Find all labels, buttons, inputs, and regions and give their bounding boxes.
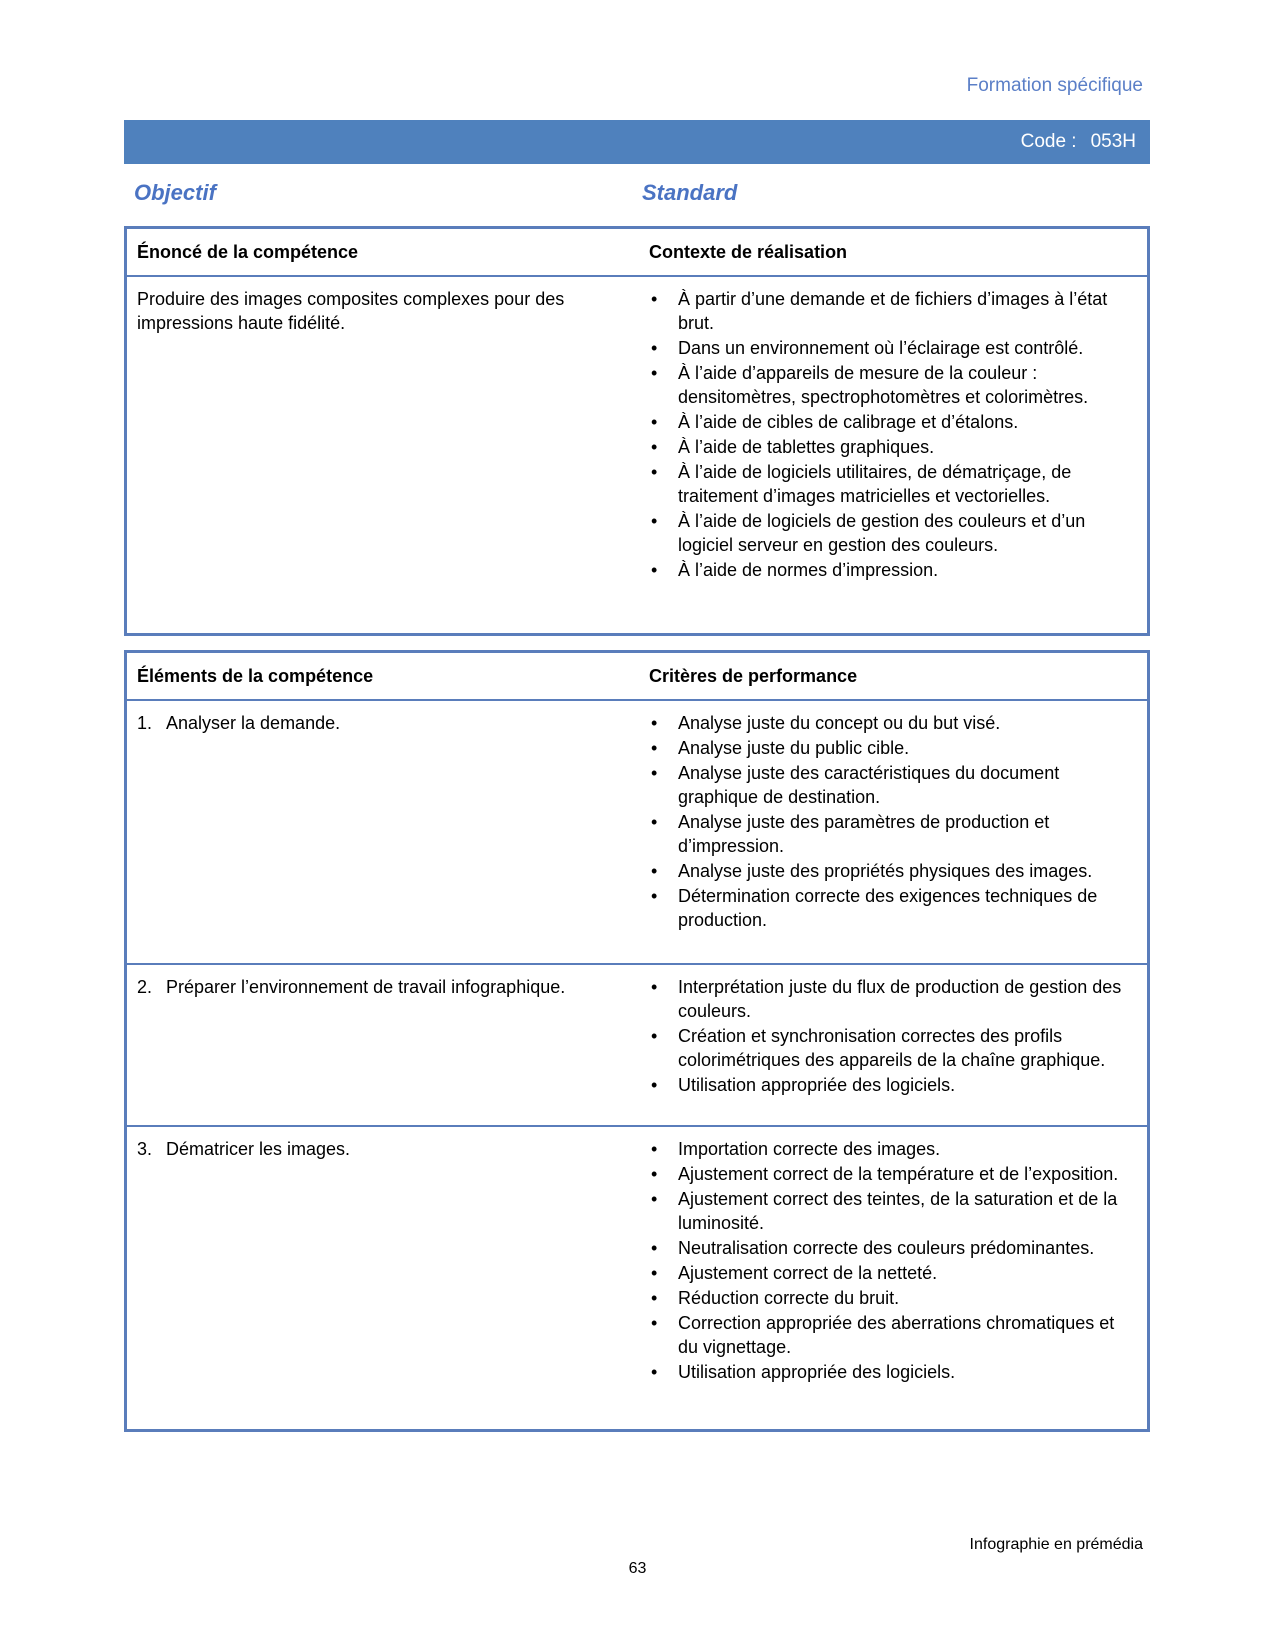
list-item: • Correction appropriée des aberrations chromatiques et du vignettage. xyxy=(649,1311,1133,1359)
competence-statement xyxy=(137,287,617,335)
code-label: Code : xyxy=(1020,131,1077,152)
list-item: • Analyse juste du public cible. xyxy=(649,736,1133,760)
list-item: • Utilisation appropriée des logiciels. xyxy=(649,1360,1133,1384)
criteria-list xyxy=(649,975,1133,1098)
formation-type-label: Formation spécifique xyxy=(966,75,1143,96)
element-number: 2. xyxy=(137,977,153,997)
list-item: • À l’aide de normes d’impression. xyxy=(649,558,1133,582)
list-item: • À partir d’une demande et de fichiers d’images à l’état brut. xyxy=(649,287,1133,335)
element-cell xyxy=(137,975,617,999)
element-text: Analyser la demande. xyxy=(166,713,341,733)
code-banner xyxy=(124,120,1150,164)
list-item: • Importation correcte des images. xyxy=(649,1137,1133,1161)
elements-heading: Éléments de la compétence xyxy=(137,666,374,686)
statement-heading: Énoncé de la compétence xyxy=(137,242,359,262)
context-list xyxy=(649,287,1133,583)
element-text: Dématricer les images. xyxy=(166,1139,351,1159)
objective-standard-row xyxy=(134,180,1144,210)
list-item: • Détermination correcte des exigences techniques de production. xyxy=(649,884,1133,932)
criteria-list xyxy=(649,1137,1133,1385)
list-item: • À l’aide de tablettes graphiques. xyxy=(649,435,1133,459)
list-item: • Utilisation appropriée des logiciels. xyxy=(649,1073,1133,1097)
list-item: • Analyse juste des caractéristiques du document graphique de destination. xyxy=(649,761,1133,809)
table-row xyxy=(127,277,1147,635)
list-item: • Interprétation juste du flux de production de gestion des couleurs. xyxy=(649,975,1133,1023)
list-item: • À l’aide d’appareils de mesure de la couleur : densitomètres, spectrophotomètres et colorimètres. xyxy=(649,361,1133,409)
competence-elements-table xyxy=(124,650,1150,1432)
list-item: • Création et synchronisation correctes des profils colorimétriques des appareils de la chaîne graphique. xyxy=(649,1024,1133,1072)
list-item: • Dans un environnement où l’éclairage est contrôlé. xyxy=(649,336,1133,360)
table-header xyxy=(127,229,1147,277)
table-row xyxy=(127,965,1147,1127)
list-item: • Analyse juste des paramètres de production et d’impression. xyxy=(649,810,1133,858)
code-value: 053H xyxy=(1090,131,1136,152)
list-item: • Analyse juste des propriétés physiques des images. xyxy=(649,859,1133,883)
list-item: • À l’aide de logiciels de gestion des couleurs et d’un logiciel serveur en gestion des couleurs. xyxy=(649,509,1133,557)
list-item: • À l’aide de cibles de calibrage et d’étalons. xyxy=(649,410,1133,434)
list-item: • Neutralisation correcte des couleurs prédominantes. xyxy=(649,1236,1133,1260)
list-item: • À l’aide de logiciels utilitaires, de dématriçage, de traitement d’images matricielles et vectorielles. xyxy=(649,460,1133,508)
element-cell xyxy=(137,711,617,735)
table-row xyxy=(127,701,1147,965)
element-text: Préparer l’environnement de travail infographique. xyxy=(166,977,566,997)
program-name: Infographie en prémédia xyxy=(969,1536,1143,1553)
element-number: 3. xyxy=(137,1139,153,1159)
page-number: 63 xyxy=(628,1560,647,1577)
list-item: • Analyse juste du concept ou du but visé. xyxy=(649,711,1133,735)
competence-statement-table xyxy=(124,226,1150,636)
list-item: • Réduction correcte du bruit. xyxy=(649,1286,1133,1310)
standard-heading: Standard xyxy=(642,180,738,205)
criteria-heading: Critères de performance xyxy=(649,666,858,686)
list-item: • Ajustement correct des teintes, de la saturation et de la luminosité. xyxy=(649,1187,1133,1235)
criteria-list xyxy=(649,711,1133,933)
element-cell xyxy=(137,1137,617,1161)
list-item: • Ajustement correct de la netteté. xyxy=(649,1261,1133,1285)
context-heading: Contexte de réalisation xyxy=(649,242,848,262)
table-header xyxy=(127,653,1147,701)
objectif-heading: Objectif xyxy=(134,180,216,205)
statement-text: Produire des images composites complexes pour des impressions haute fidélité. xyxy=(137,289,565,333)
element-number: 1. xyxy=(137,713,153,733)
table-row xyxy=(127,1127,1147,1431)
list-item: • Ajustement correct de la température et de l’exposition. xyxy=(649,1162,1133,1186)
